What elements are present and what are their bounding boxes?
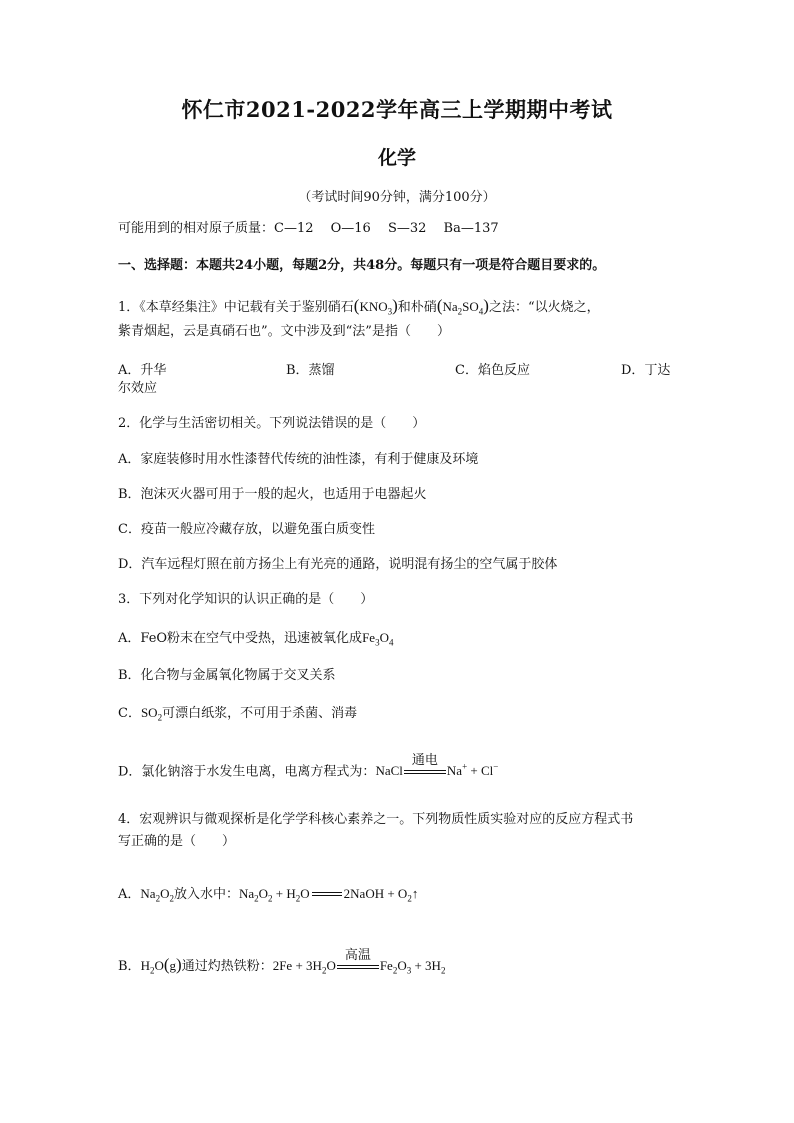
exam-title: 怀仁市2021-2022学年高三上学期期中考试: [181, 97, 613, 122]
q2-option-c: C．疫苗一般应冷藏存放，以避免蛋白质变性: [118, 522, 375, 537]
q1-formula-kno3: $(KNO_3)$: [353, 296, 398, 317]
q4-option-b: [118, 947, 446, 981]
q1-option-d-cont: 尔效应: [118, 381, 158, 396]
q3-condition-label: 通电: [411, 752, 438, 768]
q3-option-d-text: D．氯化钠溶于水发生电离，电离方程式为：: [118, 764, 376, 780]
q1-stem-line2: 紫青烟起，云是真硝石也”。文中涉及到“法”是指（ ）: [118, 324, 450, 339]
q3-stem: 3．下列对化学知识的认识正确的是（ ）: [118, 592, 374, 607]
section-heading: 一、选择题：本题共24小题，每题2分，共48分。每题只有一项是符合题目要求的。: [118, 258, 606, 273]
q1-option-a: A．升华: [118, 363, 167, 378]
q3-formula-fe3o4: $Fe_3O_4$: [362, 630, 394, 648]
q3-option-a: [118, 628, 393, 653]
q1-stem-line1: [118, 296, 600, 322]
q1-option-b: B．蒸馏: [286, 363, 335, 378]
q1-text-b: 和朴硝: [397, 300, 437, 315]
q4-condition-label: 高温: [344, 947, 371, 963]
q1-text-c: 之法：“以火烧之，: [488, 300, 600, 315]
q2-option-d: D．汽车远程灯照在前方扬尘上有光亮的通路，说明混有扬尘的空气属于胶体: [118, 557, 558, 572]
q2-option-b: B．泡沫灭火器可用于一般的起火，也适用于电器起火: [118, 487, 427, 502]
q4-option-b-equation: $2Fe + 3H_2O$ 高温 $Fe_2O_3 + 3H_2$: [272, 947, 446, 976]
q4-option-b-label: B．: [118, 959, 141, 974]
q2-option-a: A．家庭装修时用水性漆替代传统的油性漆，有利于健康及环境: [118, 452, 479, 467]
q4-stem-line1: 4．宏观辨识与微观探析是化学学科核心素养之一。下列物质性质实验对应的反应方程式书: [118, 812, 634, 827]
q4-formula-h2o-g: $H_2O(g)$: [140, 955, 182, 976]
exam-note: （考试时间90分钟，满分100分）: [298, 190, 496, 205]
q3-option-d: [118, 752, 499, 782]
q3-formula-so2: $SO_2$: [140, 705, 163, 723]
q3-option-c: [118, 703, 357, 728]
q4-option-a-equation: $Na_2O_2 + H_2O$ 2NaOH + $O_2↑$: [238, 886, 419, 904]
q4-condition-arrow: [337, 947, 379, 974]
q1-formula-na2so4: $(Na_2SO_4)$: [436, 296, 489, 317]
q3-option-a-text: A．FeO粉末在空气中受热，迅速被氧化成: [118, 631, 363, 646]
q4-option-a-text: 放入水中：: [173, 887, 239, 902]
q3-condition-arrow: [404, 752, 446, 779]
q3-option-b: B．化合物与金属氧化物属于交叉关系: [118, 668, 336, 683]
q4-option-a: [118, 884, 418, 909]
q4-option-b-text: 通过灼热铁粉：: [181, 959, 273, 974]
q3-equation: NaCl 通电 Na+ + Cl−: [375, 752, 499, 779]
q4-equals-sign: [312, 891, 342, 899]
q4-stem-line2: 写正确的是（ ）: [118, 834, 236, 849]
q1-text-a: 1．《本草经集注》中记载有关于鉴别硝石: [118, 300, 354, 315]
q1-option-d: D．丁达: [621, 363, 671, 378]
q1-option-c: C．焰色反应: [455, 363, 530, 378]
q3-option-c-label: C．: [118, 706, 141, 721]
subject-title: 化学: [377, 147, 416, 169]
q2-stem: 2．化学与生活密切相关。下列说法错误的是（ ）: [118, 416, 426, 431]
q3-option-c-text: 可漂白纸浆，不可用于杀菌、消毒: [162, 706, 358, 721]
q4-formula-na2o2: $Na_2O_2$: [140, 886, 174, 904]
atomic-masses: 可能用到的相对原子质量：C—12 O—16 S—32 Ba—137: [118, 221, 499, 236]
q4-option-a-label: A．: [118, 887, 141, 902]
